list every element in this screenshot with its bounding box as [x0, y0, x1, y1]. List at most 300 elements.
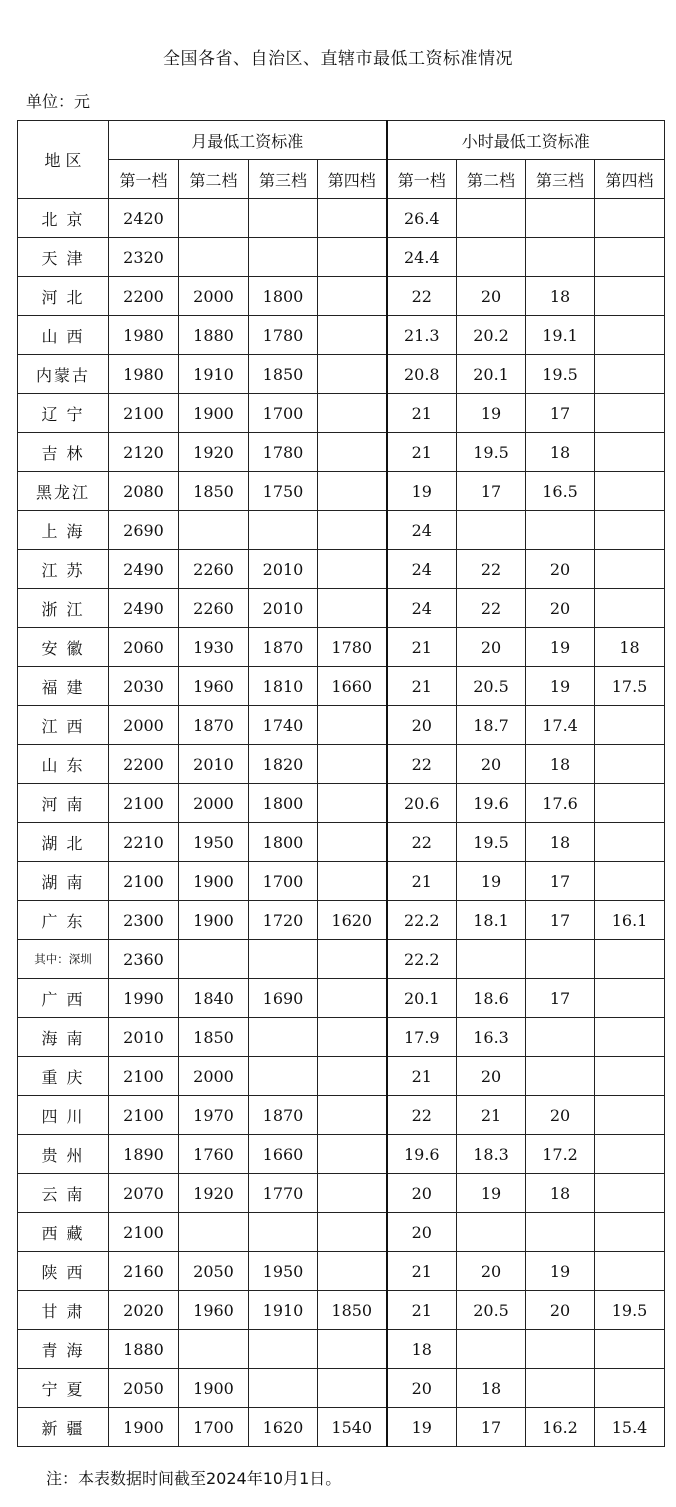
monthly-tier-4-cell [318, 550, 387, 589]
hourly-tier-1-cell: 22 [387, 1096, 457, 1135]
monthly-tier-2-cell: 2260 [179, 550, 249, 589]
monthly-tier-2-cell: 2050 [179, 1252, 249, 1291]
table-row [18, 199, 665, 238]
hourly-tier-4-cell [595, 1018, 665, 1057]
table-row [18, 472, 665, 511]
region-cell: 宁 夏 [18, 1369, 109, 1408]
monthly-tier-4-cell [318, 1174, 387, 1213]
hourly-tier-4-cell [595, 1174, 665, 1213]
table-row [18, 901, 665, 940]
hourly-tier-3-cell: 18 [526, 277, 595, 316]
hourly-tier-4-cell [595, 355, 665, 394]
hourly-tier-2-header: 第二档 [457, 160, 526, 199]
hourly-tier-2-cell [457, 1330, 526, 1369]
monthly-tier-4-cell [318, 1018, 387, 1057]
region-cell: 青 海 [18, 1330, 109, 1369]
monthly-tier-4-cell [318, 706, 387, 745]
monthly-tier-1-cell: 2100 [109, 1213, 179, 1252]
hourly-tier-1-cell: 24.4 [387, 238, 457, 277]
hourly-tier-4-cell [595, 745, 665, 784]
monthly-tier-4-cell [318, 394, 387, 433]
monthly-tier-1-cell: 2010 [109, 1018, 179, 1057]
hourly-tier-2-cell: 20.5 [457, 1291, 526, 1330]
hourly-tier-2-cell: 20 [457, 745, 526, 784]
hourly-tier-3-cell: 18 [526, 1174, 595, 1213]
hourly-tier-1-cell: 21 [387, 667, 457, 706]
table-row [18, 667, 665, 706]
monthly-tier-1-cell: 2000 [109, 706, 179, 745]
monthly-tier-3-header: 第三档 [249, 160, 318, 199]
hourly-tier-1-cell: 21.3 [387, 316, 457, 355]
monthly-tier-2-cell: 1700 [179, 1408, 249, 1447]
region-cell: 重 庆 [18, 1057, 109, 1096]
monthly-tier-3-cell: 1660 [249, 1135, 318, 1174]
table-row [18, 940, 665, 979]
hourly-tier-4-cell [595, 1369, 665, 1408]
monthly-tier-4-cell [318, 1369, 387, 1408]
monthly-tier-3-cell [249, 1057, 318, 1096]
region-cell: 天 津 [18, 238, 109, 277]
region-cell: 山 西 [18, 316, 109, 355]
monthly-tier-1-cell: 2080 [109, 472, 179, 511]
hourly-tier-2-cell: 17 [457, 472, 526, 511]
hourly-tier-1-cell: 20 [387, 1369, 457, 1408]
monthly-tier-1-cell: 1890 [109, 1135, 179, 1174]
hourly-tier-4-cell: 18 [595, 628, 665, 667]
hourly-tier-3-cell: 17.6 [526, 784, 595, 823]
hourly-header: 小时最低工资标准 [387, 121, 665, 160]
hourly-tier-2-cell: 18 [457, 1369, 526, 1408]
monthly-tier-4-cell: 1620 [318, 901, 387, 940]
table-row [18, 1291, 665, 1330]
region-cell: 黑龙江 [18, 472, 109, 511]
region-cell: 湖 南 [18, 862, 109, 901]
monthly-tier-3-cell [249, 940, 318, 979]
monthly-tier-2-cell: 1870 [179, 706, 249, 745]
hourly-tier-1-cell: 20.6 [387, 784, 457, 823]
monthly-tier-4-cell [318, 355, 387, 394]
monthly-tier-2-cell: 1960 [179, 667, 249, 706]
hourly-tier-4-cell [595, 277, 665, 316]
hourly-tier-3-cell: 19.5 [526, 355, 595, 394]
hourly-tier-4-header: 第四档 [595, 160, 665, 199]
monthly-tier-4-cell [318, 979, 387, 1018]
monthly-tier-2-cell: 1850 [179, 1018, 249, 1057]
hourly-tier-2-cell [457, 199, 526, 238]
hourly-tier-3-cell: 20 [526, 1096, 595, 1135]
region-cell: 陕 西 [18, 1252, 109, 1291]
monthly-tier-2-cell: 1840 [179, 979, 249, 1018]
monthly-tier-3-cell: 1700 [249, 862, 318, 901]
hourly-tier-1-cell: 20 [387, 1174, 457, 1213]
hourly-tier-3-cell: 20 [526, 1291, 595, 1330]
hourly-tier-2-cell: 20.2 [457, 316, 526, 355]
hourly-tier-1-cell: 20.1 [387, 979, 457, 1018]
hourly-tier-1-cell: 20.8 [387, 355, 457, 394]
hourly-tier-1-cell: 18 [387, 1330, 457, 1369]
hourly-tier-4-cell [595, 1330, 665, 1369]
monthly-tier-4-cell [318, 589, 387, 628]
hourly-tier-2-cell: 18.1 [457, 901, 526, 940]
hourly-tier-2-cell [457, 940, 526, 979]
monthly-tier-2-cell: 2000 [179, 277, 249, 316]
monthly-tier-2-cell [179, 1213, 249, 1252]
monthly-tier-1-cell: 2100 [109, 862, 179, 901]
region-cell: 广 西 [18, 979, 109, 1018]
hourly-tier-1-cell: 22 [387, 277, 457, 316]
monthly-tier-2-cell [179, 940, 249, 979]
monthly-tier-4-cell [318, 784, 387, 823]
monthly-tier-4-cell [318, 1252, 387, 1291]
monthly-tier-2-cell: 1900 [179, 1369, 249, 1408]
hourly-tier-2-cell [457, 238, 526, 277]
hourly-tier-2-cell: 21 [457, 1096, 526, 1135]
monthly-tier-1-cell: 2490 [109, 589, 179, 628]
hourly-tier-2-cell: 20 [457, 628, 526, 667]
monthly-tier-3-cell: 1800 [249, 784, 318, 823]
monthly-tier-3-cell [249, 1018, 318, 1057]
region-cell: 江 苏 [18, 550, 109, 589]
hourly-tier-2-cell: 18.7 [457, 706, 526, 745]
region-cell: 其中：深圳 [18, 940, 109, 979]
hourly-tier-1-cell: 22 [387, 745, 457, 784]
monthly-tier-3-cell: 1820 [249, 745, 318, 784]
region-cell: 福 建 [18, 667, 109, 706]
monthly-tier-3-cell [249, 511, 318, 550]
hourly-tier-1-cell: 19 [387, 1408, 457, 1447]
monthly-tier-1-cell: 2030 [109, 667, 179, 706]
monthly-tier-4-cell: 1850 [318, 1291, 387, 1330]
monthly-tier-2-cell [179, 199, 249, 238]
monthly-tier-4-cell [318, 1096, 387, 1135]
hourly-tier-3-cell: 17.4 [526, 706, 595, 745]
table-body [18, 199, 665, 1447]
monthly-tier-2-cell: 2000 [179, 784, 249, 823]
hourly-tier-3-cell: 18 [526, 433, 595, 472]
hourly-tier-1-cell: 21 [387, 1252, 457, 1291]
hourly-tier-4-cell [595, 1252, 665, 1291]
table-row [18, 979, 665, 1018]
monthly-tier-3-cell: 1720 [249, 901, 318, 940]
monthly-tier-2-cell [179, 511, 249, 550]
hourly-tier-2-cell: 20.5 [457, 667, 526, 706]
monthly-tier-1-cell: 2300 [109, 901, 179, 940]
region-cell: 浙 江 [18, 589, 109, 628]
hourly-tier-3-cell: 17 [526, 394, 595, 433]
monthly-tier-4-cell [318, 745, 387, 784]
hourly-tier-3-cell [526, 1057, 595, 1096]
region-cell: 吉 林 [18, 433, 109, 472]
table-row [18, 589, 665, 628]
monthly-tier-2-cell: 1880 [179, 316, 249, 355]
region-cell: 河 北 [18, 277, 109, 316]
monthly-tier-1-cell: 1990 [109, 979, 179, 1018]
region-cell: 广 东 [18, 901, 109, 940]
hourly-tier-4-cell: 19.5 [595, 1291, 665, 1330]
hourly-tier-4-cell [595, 1213, 665, 1252]
hourly-tier-3-header: 第三档 [526, 160, 595, 199]
hourly-tier-3-cell: 20 [526, 589, 595, 628]
monthly-tier-4-cell [318, 862, 387, 901]
table-row [18, 238, 665, 277]
monthly-tier-2-cell: 1920 [179, 433, 249, 472]
hourly-tier-4-cell [595, 784, 665, 823]
table-row [18, 355, 665, 394]
monthly-tier-3-cell: 1690 [249, 979, 318, 1018]
hourly-tier-2-cell: 17 [457, 1408, 526, 1447]
hourly-tier-2-cell: 19.5 [457, 823, 526, 862]
hourly-tier-4-cell [595, 472, 665, 511]
monthly-tier-3-cell: 1780 [249, 316, 318, 355]
hourly-tier-3-cell: 17 [526, 901, 595, 940]
monthly-tier-4-cell [318, 316, 387, 355]
hourly-tier-2-cell: 22 [457, 550, 526, 589]
hourly-tier-2-cell: 20 [457, 277, 526, 316]
table-row [18, 316, 665, 355]
monthly-tier-3-cell: 1780 [249, 433, 318, 472]
monthly-tier-2-cell: 2010 [179, 745, 249, 784]
hourly-tier-2-cell: 19.5 [457, 433, 526, 472]
hourly-tier-2-cell: 22 [457, 589, 526, 628]
monthly-tier-2-cell: 1960 [179, 1291, 249, 1330]
monthly-tier-3-cell: 1620 [249, 1408, 318, 1447]
table-row [18, 550, 665, 589]
monthly-tier-2-cell: 1920 [179, 1174, 249, 1213]
monthly-tier-2-cell: 1950 [179, 823, 249, 862]
hourly-tier-3-cell: 17 [526, 979, 595, 1018]
monthly-tier-3-cell: 1800 [249, 277, 318, 316]
table-row [18, 511, 665, 550]
hourly-tier-4-cell [595, 940, 665, 979]
monthly-tier-1-cell: 2210 [109, 823, 179, 862]
hourly-tier-2-cell: 18.6 [457, 979, 526, 1018]
hourly-tier-4-cell: 16.1 [595, 901, 665, 940]
monthly-tier-4-cell [318, 1213, 387, 1252]
monthly-tier-1-cell: 2050 [109, 1369, 179, 1408]
region-header: 地 区 [18, 121, 109, 199]
table-row [18, 1057, 665, 1096]
monthly-tier-3-cell: 1700 [249, 394, 318, 433]
monthly-tier-3-cell [249, 238, 318, 277]
monthly-tier-3-cell: 1810 [249, 667, 318, 706]
region-cell: 云 南 [18, 1174, 109, 1213]
table-row [18, 1213, 665, 1252]
hourly-tier-1-cell: 22 [387, 823, 457, 862]
monthly-tier-2-cell [179, 238, 249, 277]
hourly-tier-4-cell [595, 550, 665, 589]
hourly-tier-3-cell [526, 511, 595, 550]
monthly-tier-3-cell: 1910 [249, 1291, 318, 1330]
hourly-tier-4-cell: 15.4 [595, 1408, 665, 1447]
monthly-tier-1-cell: 2320 [109, 238, 179, 277]
table-row [18, 394, 665, 433]
monthly-tier-1-cell: 2690 [109, 511, 179, 550]
hourly-tier-2-cell: 20.1 [457, 355, 526, 394]
hourly-tier-1-cell: 24 [387, 550, 457, 589]
region-cell: 安 徽 [18, 628, 109, 667]
monthly-tier-2-cell: 1760 [179, 1135, 249, 1174]
table-row [18, 1018, 665, 1057]
hourly-tier-4-cell [595, 589, 665, 628]
region-cell: 西 藏 [18, 1213, 109, 1252]
hourly-tier-3-cell: 19 [526, 1252, 595, 1291]
region-cell: 辽 宁 [18, 394, 109, 433]
hourly-tier-3-cell: 20 [526, 550, 595, 589]
region-cell: 上 海 [18, 511, 109, 550]
hourly-tier-1-cell: 17.9 [387, 1018, 457, 1057]
monthly-tier-2-cell: 1930 [179, 628, 249, 667]
hourly-tier-2-cell: 19 [457, 862, 526, 901]
region-cell: 河 南 [18, 784, 109, 823]
monthly-tier-2-cell: 2000 [179, 1057, 249, 1096]
monthly-tier-2-header: 第二档 [179, 160, 249, 199]
monthly-tier-1-cell: 2200 [109, 745, 179, 784]
monthly-tier-2-cell: 1900 [179, 901, 249, 940]
region-cell: 四 川 [18, 1096, 109, 1135]
hourly-tier-4-cell [595, 823, 665, 862]
hourly-tier-1-cell: 20 [387, 706, 457, 745]
hourly-tier-3-cell: 18 [526, 823, 595, 862]
table-row [18, 433, 665, 472]
hourly-tier-1-cell: 21 [387, 628, 457, 667]
monthly-tier-4-cell [318, 511, 387, 550]
monthly-tier-1-cell: 2100 [109, 394, 179, 433]
monthly-tier-4-cell [318, 823, 387, 862]
monthly-tier-4-cell [318, 1330, 387, 1369]
table-row [18, 1369, 665, 1408]
hourly-tier-3-cell [526, 199, 595, 238]
monthly-tier-3-cell [249, 1330, 318, 1369]
monthly-tier-3-cell: 1770 [249, 1174, 318, 1213]
monthly-tier-1-cell: 2100 [109, 784, 179, 823]
hourly-tier-3-cell [526, 1330, 595, 1369]
monthly-tier-3-cell: 1740 [249, 706, 318, 745]
monthly-tier-4-cell [318, 433, 387, 472]
hourly-tier-3-cell: 17 [526, 862, 595, 901]
hourly-tier-2-cell: 20 [457, 1057, 526, 1096]
table-row [18, 745, 665, 784]
hourly-tier-3-cell: 19 [526, 628, 595, 667]
hourly-tier-1-cell: 22.2 [387, 940, 457, 979]
monthly-header: 月最低工资标准 [109, 121, 387, 160]
hourly-tier-2-cell: 19 [457, 1174, 526, 1213]
monthly-tier-3-cell: 1750 [249, 472, 318, 511]
hourly-tier-2-cell: 16.3 [457, 1018, 526, 1057]
hourly-tier-3-cell [526, 940, 595, 979]
monthly-tier-3-cell: 1870 [249, 1096, 318, 1135]
hourly-tier-1-cell: 21 [387, 1057, 457, 1096]
region-cell: 新 疆 [18, 1408, 109, 1447]
monthly-tier-1-cell: 2070 [109, 1174, 179, 1213]
region-cell: 内蒙古 [18, 355, 109, 394]
monthly-tier-3-cell: 2010 [249, 589, 318, 628]
monthly-tier-3-cell: 1850 [249, 355, 318, 394]
hourly-tier-3-cell [526, 1369, 595, 1408]
hourly-tier-4-cell [595, 316, 665, 355]
monthly-tier-2-cell: 1900 [179, 862, 249, 901]
page-title: 全国各省、自治区、直辖市最低工资标准情况 [163, 49, 513, 69]
min-wage-table [17, 120, 665, 1447]
table-row [18, 1174, 665, 1213]
monthly-tier-3-cell [249, 1369, 318, 1408]
table-row [18, 1096, 665, 1135]
hourly-tier-3-cell: 19.1 [526, 316, 595, 355]
monthly-tier-4-cell: 1660 [318, 667, 387, 706]
monthly-tier-3-cell [249, 1213, 318, 1252]
unit-label: 单位：元 [26, 92, 91, 111]
hourly-tier-1-cell: 22.2 [387, 901, 457, 940]
hourly-tier-4-cell [595, 238, 665, 277]
hourly-tier-1-cell: 20 [387, 1213, 457, 1252]
hourly-tier-2-cell [457, 511, 526, 550]
hourly-tier-1-cell: 24 [387, 511, 457, 550]
table-row [18, 706, 665, 745]
monthly-tier-1-cell: 1980 [109, 316, 179, 355]
region-cell: 湖 北 [18, 823, 109, 862]
hourly-tier-4-cell [595, 1135, 665, 1174]
table-row [18, 277, 665, 316]
hourly-tier-4-cell [595, 1057, 665, 1096]
hourly-tier-4-cell: 17.5 [595, 667, 665, 706]
region-cell: 海 南 [18, 1018, 109, 1057]
hourly-tier-1-cell: 24 [387, 589, 457, 628]
hourly-tier-2-cell: 19 [457, 394, 526, 433]
region-cell: 江 西 [18, 706, 109, 745]
table-row [18, 823, 665, 862]
hourly-tier-3-cell: 16.2 [526, 1408, 595, 1447]
monthly-tier-3-cell: 1870 [249, 628, 318, 667]
region-cell: 甘 肃 [18, 1291, 109, 1330]
hourly-tier-1-cell: 19.6 [387, 1135, 457, 1174]
monthly-tier-1-cell: 2100 [109, 1096, 179, 1135]
monthly-tier-4-cell [318, 940, 387, 979]
hourly-tier-1-cell: 21 [387, 862, 457, 901]
hourly-tier-4-cell [595, 979, 665, 1018]
table-row [18, 1408, 665, 1447]
hourly-tier-3-cell: 19 [526, 667, 595, 706]
monthly-tier-4-cell [318, 1057, 387, 1096]
table-row [18, 1252, 665, 1291]
monthly-tier-2-cell: 1850 [179, 472, 249, 511]
hourly-tier-4-cell [595, 706, 665, 745]
monthly-tier-4-cell [318, 472, 387, 511]
monthly-tier-1-header: 第一档 [109, 160, 179, 199]
monthly-tier-3-cell: 1950 [249, 1252, 318, 1291]
monthly-tier-3-cell [249, 199, 318, 238]
hourly-tier-3-cell [526, 1018, 595, 1057]
hourly-tier-4-cell [595, 433, 665, 472]
monthly-tier-3-cell: 2010 [249, 550, 318, 589]
monthly-tier-4-cell: 1540 [318, 1408, 387, 1447]
region-cell: 贵 州 [18, 1135, 109, 1174]
hourly-tier-2-cell: 20 [457, 1252, 526, 1291]
hourly-tier-3-cell [526, 238, 595, 277]
hourly-tier-4-cell [595, 394, 665, 433]
monthly-tier-1-cell: 2200 [109, 277, 179, 316]
table-row [18, 628, 665, 667]
region-cell: 山 东 [18, 745, 109, 784]
hourly-tier-3-cell: 17.2 [526, 1135, 595, 1174]
monthly-tier-4-cell [318, 277, 387, 316]
hourly-tier-1-cell: 21 [387, 1291, 457, 1330]
monthly-tier-1-cell: 2060 [109, 628, 179, 667]
monthly-tier-1-cell: 2100 [109, 1057, 179, 1096]
monthly-tier-4-cell [318, 238, 387, 277]
monthly-tier-4-cell: 1780 [318, 628, 387, 667]
monthly-tier-1-cell: 2420 [109, 199, 179, 238]
hourly-tier-1-cell: 21 [387, 433, 457, 472]
hourly-tier-1-cell: 19 [387, 472, 457, 511]
